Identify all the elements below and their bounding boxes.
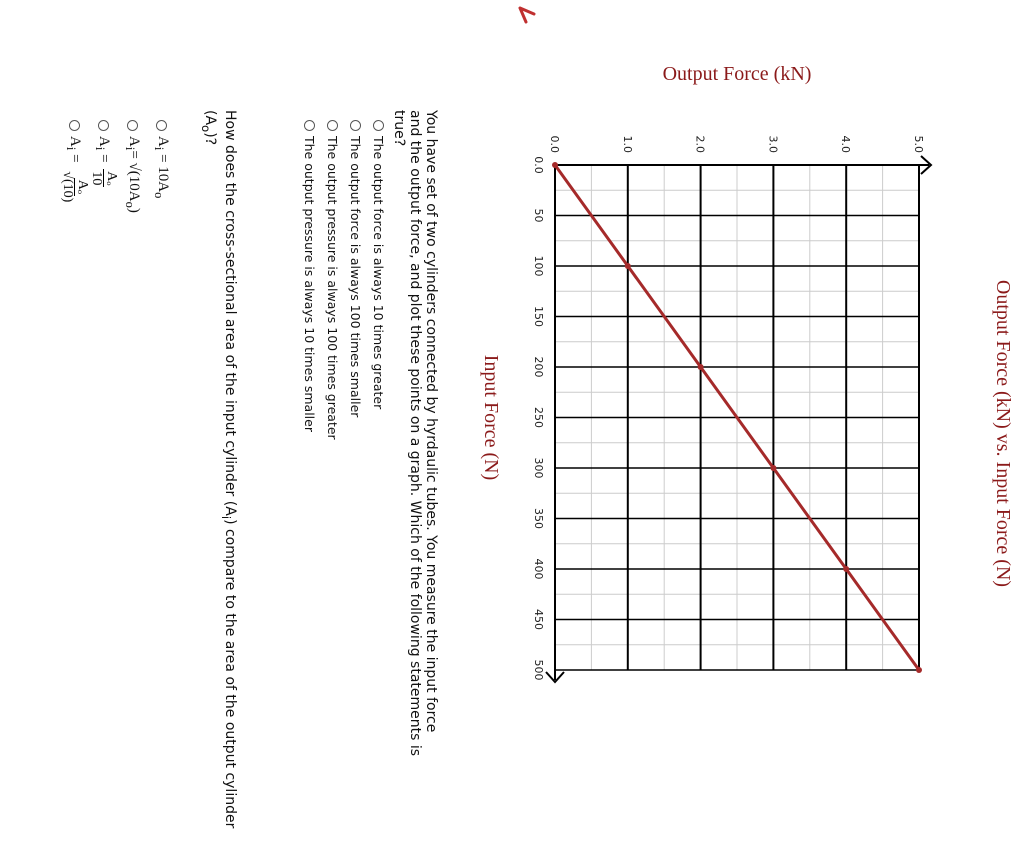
radio-button[interactable] xyxy=(304,120,315,131)
question1-text: You have set of two cylinders connected by hyrdaulic tubes. You measure the input force and the output force, and plot these points on a graph. Which of the following statements is true? xyxy=(391,110,439,757)
data-point xyxy=(770,465,776,471)
question2-text xyxy=(198,110,238,860)
x-tick-label: 100 xyxy=(532,255,545,277)
data-point xyxy=(843,566,849,572)
formula-part: = √(10A xyxy=(126,150,143,202)
subscript: o xyxy=(152,192,167,199)
option-formula xyxy=(89,136,118,187)
x-tick-label: 300 xyxy=(532,457,545,479)
question2-option[interactable] xyxy=(60,120,89,213)
question2-text-part: )? xyxy=(202,132,219,146)
fraction-numerator: Aₒ xyxy=(104,171,119,186)
question1-options xyxy=(298,120,390,440)
x-tick-label: 50 xyxy=(532,208,545,223)
fraction-numerator: Aₒ xyxy=(75,179,90,194)
question1-option[interactable] xyxy=(344,120,367,440)
formula-part: = 10A xyxy=(155,150,172,193)
subscript: o xyxy=(123,201,138,208)
formula-part: = xyxy=(67,150,84,167)
question2-text-part: ) compare to the area of the output cylinder (A xyxy=(202,110,238,829)
y-tick-label: 1.0 xyxy=(620,135,634,153)
y-tick-label: 3.0 xyxy=(766,135,780,153)
y-tick-label: 2.0 xyxy=(693,135,707,153)
data-point xyxy=(552,162,558,168)
fraction-denominator: √(10) xyxy=(60,171,75,203)
option-formula xyxy=(123,136,143,213)
x-tick-label: 450 xyxy=(532,609,545,630)
chart-title: Output Force (kN) vs. Input Force (N) xyxy=(992,279,1014,588)
y-axis-label: Output Force (kN) xyxy=(662,63,812,85)
radio-button[interactable] xyxy=(98,120,109,131)
subscript: i xyxy=(123,146,138,151)
subscript: i xyxy=(219,515,234,520)
question1-option[interactable] xyxy=(321,120,344,440)
x-axis-label: Input Force (N) xyxy=(480,354,502,481)
radio-button[interactable] xyxy=(156,120,167,131)
data-point xyxy=(625,263,631,269)
option-formula xyxy=(152,136,172,198)
x-tick-label: 350 xyxy=(532,508,545,529)
x-tick-label: 400 xyxy=(532,558,545,580)
x-tick-label: 150 xyxy=(532,306,545,327)
radio-button[interactable] xyxy=(69,120,80,131)
formula-part: A xyxy=(155,136,172,147)
y-tick-label: 5.0 xyxy=(912,135,925,153)
x-tick-label: 500 xyxy=(532,659,545,681)
x-tick-label: 200 xyxy=(532,356,545,378)
subscript: i xyxy=(64,146,79,151)
subscript: o xyxy=(199,125,214,133)
formula-part: A xyxy=(67,136,84,147)
subscript: i xyxy=(152,146,167,151)
question2-option[interactable] xyxy=(147,120,176,213)
back-arrow-icon[interactable] xyxy=(520,8,534,22)
question2-options xyxy=(60,120,176,213)
y-tick-label: 4.0 xyxy=(839,135,853,153)
y-tick-label: 0.0 xyxy=(548,135,561,153)
question2-option[interactable] xyxy=(89,120,118,213)
option-label: The output force is always 100 times smaller xyxy=(348,136,363,418)
radio-button[interactable] xyxy=(373,120,384,131)
formula-part: = xyxy=(96,150,113,167)
question2-text-part: How does the cross-sectional area of the input cylinder (A xyxy=(222,110,238,516)
x-tick-label: 0.0 xyxy=(532,156,545,174)
x-tick-label: 250 xyxy=(532,407,545,428)
formula-part: A xyxy=(96,136,113,147)
radio-button[interactable] xyxy=(327,120,338,131)
fraction xyxy=(89,169,118,187)
option-label: The output pressure is always 10 times smaller xyxy=(302,136,317,432)
formula-part: ) xyxy=(126,207,143,213)
question2-option[interactable] xyxy=(118,120,147,213)
data-point xyxy=(698,364,704,370)
radio-button[interactable] xyxy=(127,120,138,131)
question1-option[interactable] xyxy=(298,120,321,440)
question1-option[interactable] xyxy=(367,120,390,440)
radio-button[interactable] xyxy=(350,120,361,131)
fraction xyxy=(60,169,89,204)
data-point xyxy=(916,667,922,673)
option-formula xyxy=(60,136,89,204)
fraction-denominator: 10 xyxy=(89,171,104,186)
option-label: The output pressure is always 100 times greater xyxy=(325,136,340,440)
subscript: i xyxy=(93,146,108,151)
option-label: The output force is always 10 times greater xyxy=(371,136,386,410)
formula-part: A xyxy=(126,136,143,147)
